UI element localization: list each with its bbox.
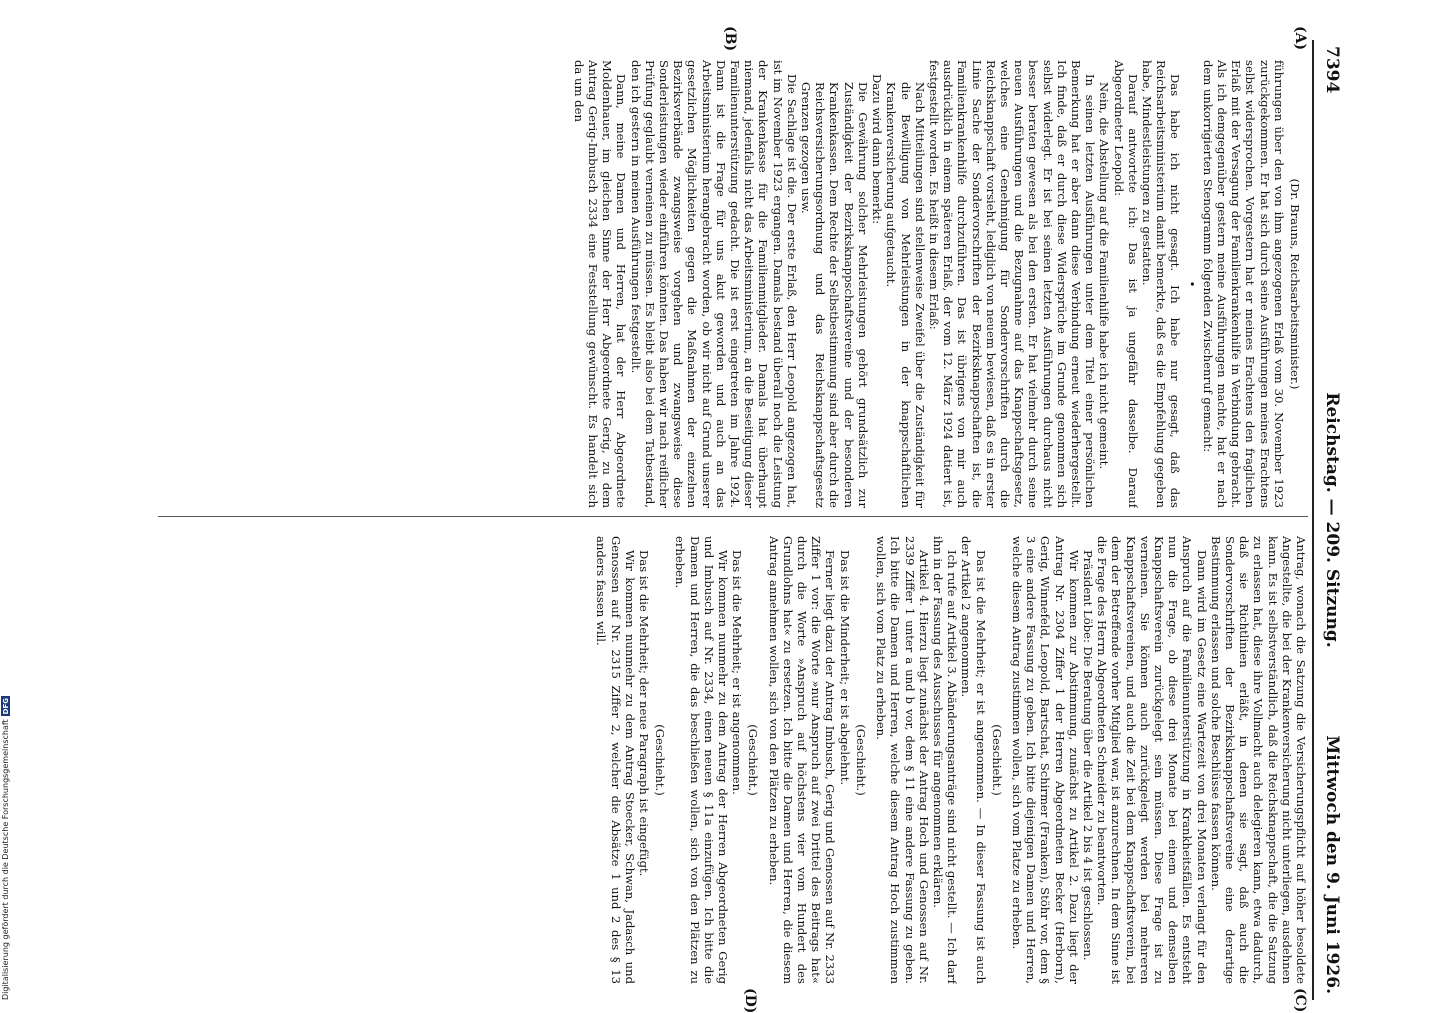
paragraph: Wir kommen nunmehr zu dem Antrag der Herren Abgeordneten Gerig und Imbusch auf Nr. 2334, einen neuen § 11a einzufügen. Ich bitte die Damen und Herren, die das beschließen wollen, sich von den Plätzen zu erheben. [673, 536, 731, 984]
left-column [158, 60, 1308, 508]
speaker-line: (Dr. Brauns, Reichsarbeitsminister.) [1288, 178, 1302, 390]
stage-direction: (Geschieht.) [853, 724, 868, 796]
margin-marker-d: (D) [742, 988, 758, 1013]
paragraph: Die Sachlage ist die. Der erste Erlaß, den Herr Leopold angezogen hat, ist im November 1923 ergangen. Damals bestand überall noch die Leistung der Krankenkasse für die Familienmitglieder. Damals hat überhaupt niemand, jedenfalls nicht das Arbeitsministerium, an die Beseitigung dieser Familienunterstützung gedacht. Die ist erst eingetreten im Jahre 1924. Dann ist die Frage für uns akut geworden und auch an das Arbeitsministerium herangebracht worden, ob wir nicht auf Grund unserer gesetzlichen Möglichkeiten gegen die Maßnahmen der einzelnen Bezirksverbände zwangsweise vorgehen und zwangsweise diese Sonderleistungen wieder einführen könnten. Das haben wir nach reiflicher Prüfung geglaubt verneinen zu müssen. Es bleibt also bei dem Tatbestand, den ich gestern in meinen Ausführungen festgestellt. [628, 60, 799, 508]
president-statement: Präsident Löbe: Die Beratung über die Artikel 2 bis 4 ist geschlossen. [1080, 550, 1095, 961]
quoted-decree: Die Gewährung solcher Mehrleistungen gehört grundsätzlich zur Zuständigkeit der Bezirksknappschaftsvereine und der besonderen Krankenkassen. Dem Rechte der Selbstbestimmung sind aber durch die Reichsversicherungsordnung und das Reichsknappschaftsgesetz Grenzen gezogen usw. [799, 82, 870, 508]
paragraph: Wir kommen nunmehr zu dem Antrag Stoecker, Schwan, Jadasch und Genossen auf Nr. 2315 Ziffer 2, welcher die Absätze 1 und 2 des § 13 anders fassen will. [594, 536, 637, 984]
quoted-interjection: Das habe ich nicht gesagt. Ich habe nur gesagt, daß das Reichsarbeitsministerium damit bemerkte, daß es die Empfehlung gegeben habe, Mindestleistungen zu gestatten. [1139, 60, 1183, 508]
margin-marker-b: (B) [722, 26, 738, 52]
dfg-logo: DFG [2, 697, 10, 715]
scanned-page-area [10, 0, 1434, 1013]
paragraph: führungen über den von ihm angezogenen Erlaß vom 30. November 1923 zurückgekommen. Er hat sich durch seine Ausführungen meines Erachtens selbst widersprochen. Vorgestern hat er meines Erachtens den fraglichen Erlaß mit der Versagung der Familienkrankenhilfe in Verbindung gebracht. Als ich demgegenüber gestern meine Ausführungen machte, hat er nach dem unkorrigierten Stenogramm folgenden Zwischenruf gemacht: [1200, 60, 1286, 508]
paragraph: Antrag, wonach die Satzung die Versicherungspflicht auf höher besoldete Angestellte, die bei der Krankenversicherung nicht unterliegen, ausdehnen kann. Es ist selbstverständlich, daß die Reichsknappschaft, die die Satzung zu erlassen hat, diese ihre Vollmacht auch delegieren kann, etwa dadurch, daß sie Richtlinien erläßt, in denen sie sagt, daß auch die Sondervorschriften der Bezirksknappschaftsvereine eine derartige Bestimmung erlassen und solche Beschlüsse fassen können. [1208, 536, 1308, 984]
paragraph: Dann wird im Gesetz eine Wartezeit von drei Monaten verlangt für den Anspruch auf die Familienunterstützung in Krankheitsfällen. Es entsteht nun die Frage, ob diese drei Monate bei einem und demselben Knappschaftsverein zurückgelegt sein müssen. Diese Frage ist zu verneinen. Sie können auch zurückgelegt werden bei mehreren Knappschaftsvereinen, und auch die Zeit bei dem Knappschaftsverein, bei dem der Betreffende vorher Mitglied war, ist anzurechnen. In dem Sinne ist die Frage des Herrn Abgeordneten Schneider zu beantworten. [1095, 536, 1209, 984]
column-divider [158, 516, 1308, 517]
paragraph: Das ist die Mehrheit; er ist angenommen. — In dieser Fassung ist auch der Artikel 2 angenommen. [959, 536, 988, 984]
paragraph: Ferner liegt dazu der Antrag Imbusch, Gerig und Genossen auf Nr. 2333 Ziffer 1 vor: die Worte »nur Anspruch auf zwei Drittel des Beitrags hat« durch die Worte »Anspruch auf höchstens vier vom Hundert des Grundlohns hat« zu ersetzen. Ich bitte die Damen und Herren, die diesem Antrag annehmen wollen, sich von den Plätzen zu erheben. [766, 536, 838, 984]
quoted-interjection: Nein, die Abstellung auf die Familienhilfe habe ich nicht gemeint. [1097, 82, 1112, 470]
paragraph: Darauf antwortete ich: Das ist ja ungefähr dasselbe. Darauf Abgeordneter Leopold: [1111, 60, 1140, 508]
document-page [148, 26, 1348, 1013]
paragraph: Das ist die Minderheit; er ist abgelehnt. [837, 550, 852, 786]
margin-marker-a: (A) [1292, 26, 1308, 51]
stage-direction: (Geschieht.) [989, 724, 1004, 796]
paragraph: Wir kommen zur Abstimmung, zunächst zu Artikel 2. Dazu liegt der Antrag Nr. 2304 Ziffer 1 der Herren Abgeordneten Becker (Herborn), Gerig, Winnefeld, Leopold, Bartschat, Schirmer (Franken), Stöhr vor, dem § 3 eine andere Fassung zu geben. Ich bitte diejenigen Damen und Herren, welche diesem Antrag zustimmen wollen, sich vom Platze zu erheben. [1009, 536, 1081, 984]
session-date: Mittwoch den 9. Juni 1926. [1322, 735, 1342, 994]
paragraph: Artikel 4. Hierzu liegt zunächst der Antrag Hoch und Genossen auf Nr. 2339 Ziffer 1 unter a und b vor, dem § 11 eine andere Fassung zu geben. Ich bitte die Damen und Herren, welche diesem Antrag Hoch zustimmen wollen, sich vom Platz zu erheben. [874, 536, 931, 984]
paragraph: Ich rufe auf Artikel 3. Abänderungsanträge sind nicht gestellt. — Ich darf ihn in der Fassung des Ausschusses für angenommen erklären. [930, 536, 960, 984]
stage-direction: (Geschieht.) [653, 724, 668, 796]
paragraph: Das ist die Mehrheit; der neue Paragraph ist eingefügt. [637, 550, 652, 877]
paragraph: Dazu wird dann bemerkt: [870, 74, 885, 224]
stage-direction: (Geschieht.) [746, 724, 761, 796]
credit-text: Digitalisierung gefördert durch die Deutsche Forschungsgemeinschaft [1, 719, 10, 1000]
margin-marker-c: (C) [1292, 988, 1308, 1013]
digitization-credit-strip [0, 0, 10, 1000]
bullet-mark: • [1184, 280, 1199, 288]
quoted-decree: Nach Mitteilungen sind stellenweise Zweifel über die Zuständigkeit für die Bewilligung von Mehrleistungen in der knappschaftlichen Krankenversicherung aufgetaucht. [884, 82, 927, 508]
right-column [158, 536, 1308, 984]
page-number: 7394 [1322, 46, 1342, 94]
paragraph: In seinen letzten Ausführungen unter dem Titel einer persönlichen Bemerkung hat er aber dann diese Verbindung erneut wiederhergestellt. Ich finde, daß er durch diese Widersprüche im Grunde genommen sich selbst widerlegt. Er ist bei seinen letzten Ausführungen durchaus nicht besser beraten gewesen als bei den ersten. Er hat vielmehr durch seine neuen Ausführungen und die Bezugnahme auf das Knappschaftsgesetz, welches eine Genehmigung für Sondervorschriften durch die Reichsknappschaft vorsieht, lediglich von neuem bewiesen, daß es in erster Linie Sache der Sondervorschriften der Bezirksknappschaften ist, die Familienkrankenhilfe durchzuführen. Das ist übrigens von mir auch ausdrücklich in einem späteren Erlaß, der vom 12. März 1924 datiert ist, festgestellt worden. Es heißt in diesem Erlaß: [926, 60, 1098, 508]
paragraph: Dann, meine Damen und Herren, hat der Herr Abgeordnete Moldenhauer, im gleichen Sinne der Herr Abgeordnete Gerig, zu dem Antrag Gerig-Imbusch 2334 eine Feststellung gewünscht. Es handelt sich da um den [571, 60, 629, 508]
page-title: Reichstag. — 209. Sitzung. [1322, 392, 1342, 648]
paragraph: Das ist die Mehrheit; er ist angenommen. [730, 550, 745, 795]
page-header [1312, 40, 1348, 1000]
